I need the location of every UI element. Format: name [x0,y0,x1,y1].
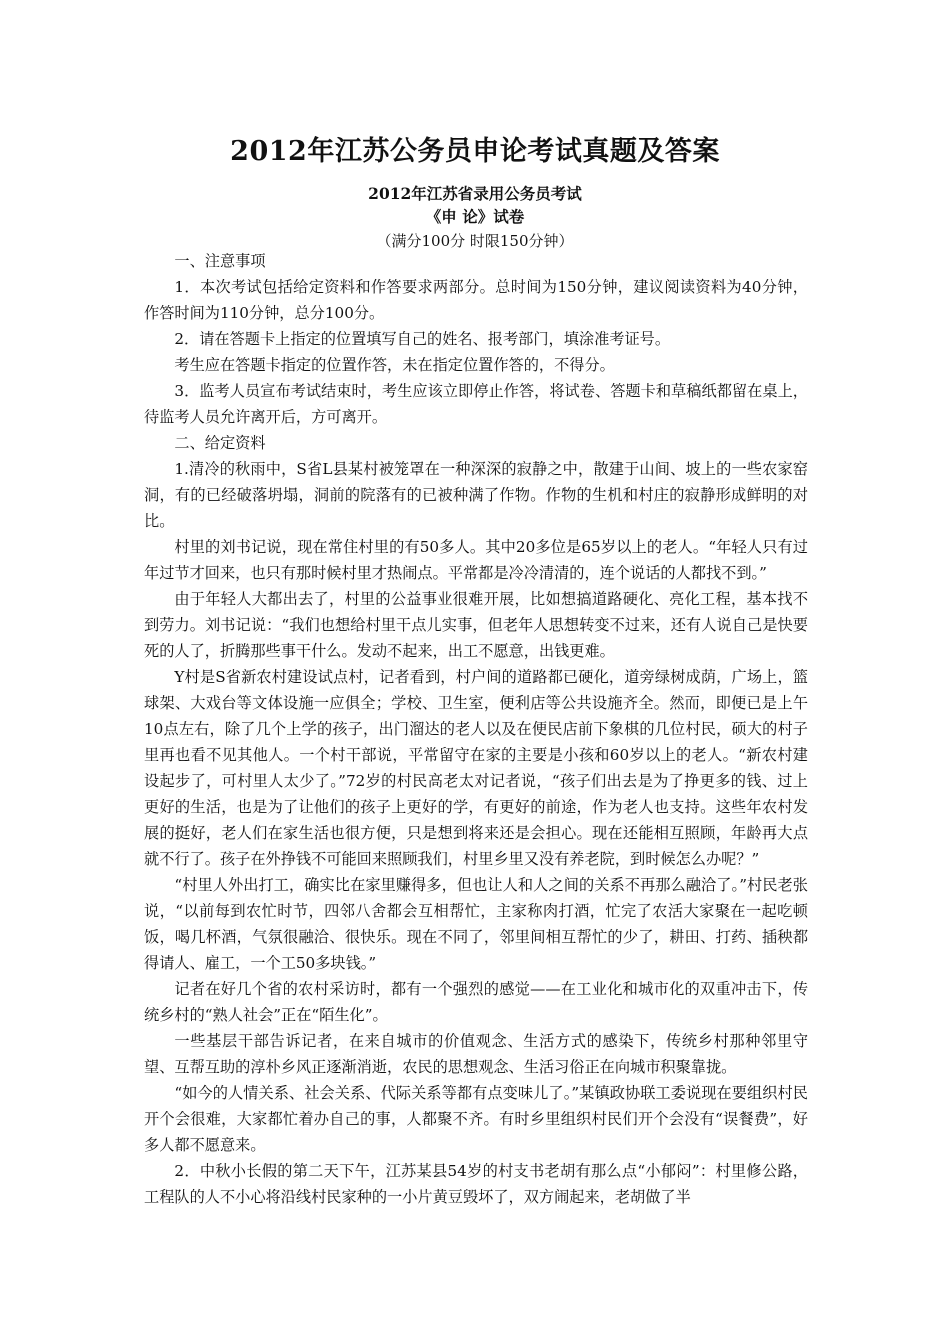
document-body [144,248,808,1210]
paragraph: “如今的人情关系、社会关系、代际关系等都有点变味儿了。”某镇政协联工委说现在要组织村民开个会很难，大家都忙着办自己的事，人都聚不齐。有时乡里组织村民们开个会没有“误餐费”，好多人都不愿意来。 [144,1084,808,1154]
paragraph: Y村是S省新农村建设试点村，记者看到，村户间的道路都已硬化，道旁绿树成荫，广场上，篮球架、大戏台等文体设施一应俱全；学校、卫生室，便利店等公共设施齐全。然而，即便已是上午10点左右，除了几个上学的孩子，出门溜达的老人以及在便民店前下象棋的几位村民，硕大的村子里再也看不见其他人。一个村干部说，平常留守在家的主要是小孩和60岁以上的老人。“新农村建设起步了，可村里人太少了。”72岁的村民高老太对记者说，“孩子们出去是为了挣更多的钱、过上更好的生活，也是为了让他们的孩子上更好的学，有更好的前途，作为老人也支持。这些年农村发展的挺好，老人们在家生活也很方便，只是想到将来还是会担心。现在还能相互照顾，年龄再大点就不行了。孩子在外挣钱不可能回来照顾我们，村里乡里又没有养老院，到时候怎么办呢？” [144,668,808,868]
paragraph: 考生应在答题卡指定的位置作答，未在指定位置作答的，不得分。 [174,356,615,374]
paper-subtitle: 《申 论》试卷 [425,207,525,226]
paragraph: 2．请在答题卡上指定的位置填写自己的姓名、报考部门，填涂准考证号。 [174,330,671,348]
paragraph: 3．监考人员宣布考试结束时，考生应该立即停止作答，将试卷、答题卡和草稿纸都留在桌上，待监考人员允许离开后，方可离开。 [144,382,808,426]
exam-subtitle: 2012年江苏省录用公务员考试 [368,184,582,203]
paragraph: 由于年轻人大都出去了，村里的公益事业很难开展，比如想搞道路硬化、亮化工程，基本找不到劳力。刘书记说：“我们也想给村里干点儿实事，但老年人思想转变不过来，还有人说自己是快要死的人了，折腾那些事干什么。发动不起来，出工不愿意，出钱更难。 [144,590,808,660]
document-title: 2012年江苏公务员申论考试真题及答案 [230,136,720,167]
paragraph: “村里人外出打工，确实比在家里赚得多，但也让人和人之间的关系不再那么融洽了。”村民老张说，“以前每到农忙时节，四邻八舍都会互相帮忙，主家称肉打酒，忙完了农活大家聚在一起吃顿饭，喝几杯酒，气氛很融洽、很快乐。现在不同了，邻里间相互帮忙的少了，耕田、打药、插秧都得请人、雇工，一个工50多块钱。” [144,876,808,972]
paragraph: 2．中秋小长假的第二天下午，江苏某县54岁的村支书老胡有那么点“小郁闷”：村里修公路，工程队的人不小心将沿线村民家种的一小片黄豆毁坏了，双方闹起来，老胡做了半 [144,1162,808,1206]
paragraph: 1.清冷的秋雨中，S省L县某村被笼罩在一种深深的寂静之中，散建于山间、坡上的一些农家窑洞，有的已经破落坍塌，洞前的院落有的已被种满了作物。作物的生机和村庄的寂静形成鲜明的对比。 [144,460,808,530]
section-heading: 二、给定资料 [174,434,266,452]
score-info: （满分100分 时限150分钟） [376,232,574,250]
section-heading: 一、注意事项 [174,252,266,270]
paragraph: 村里的刘书记说，现在常住村里的有50多人。其中20多位是65岁以上的老人。“年轻人只有过年过节才回来，也只有那时候村里才热闹点。平常都是冷冷清清的，连个说话的人都找不到。” [144,538,808,582]
paragraph: 一些基层干部告诉记者，在来自城市的价值观念、生活方式的感染下，传统乡村那种邻里守望、互帮互助的淳朴乡风正逐渐消逝，农民的思想观念、生活习俗正在向城市积聚靠拢。 [144,1032,808,1076]
paragraph: 记者在好几个省的农村采访时，都有一个强烈的感觉——在工业化和城市化的双重冲击下，传统乡村的“熟人社会”正在“陌生化”。 [144,980,808,1024]
paragraph: 1．本次考试包括给定资料和作答要求两部分。总时间为150分钟，建议阅读资料为40分钟，作答时间为110分钟，总分100分。 [144,278,808,322]
